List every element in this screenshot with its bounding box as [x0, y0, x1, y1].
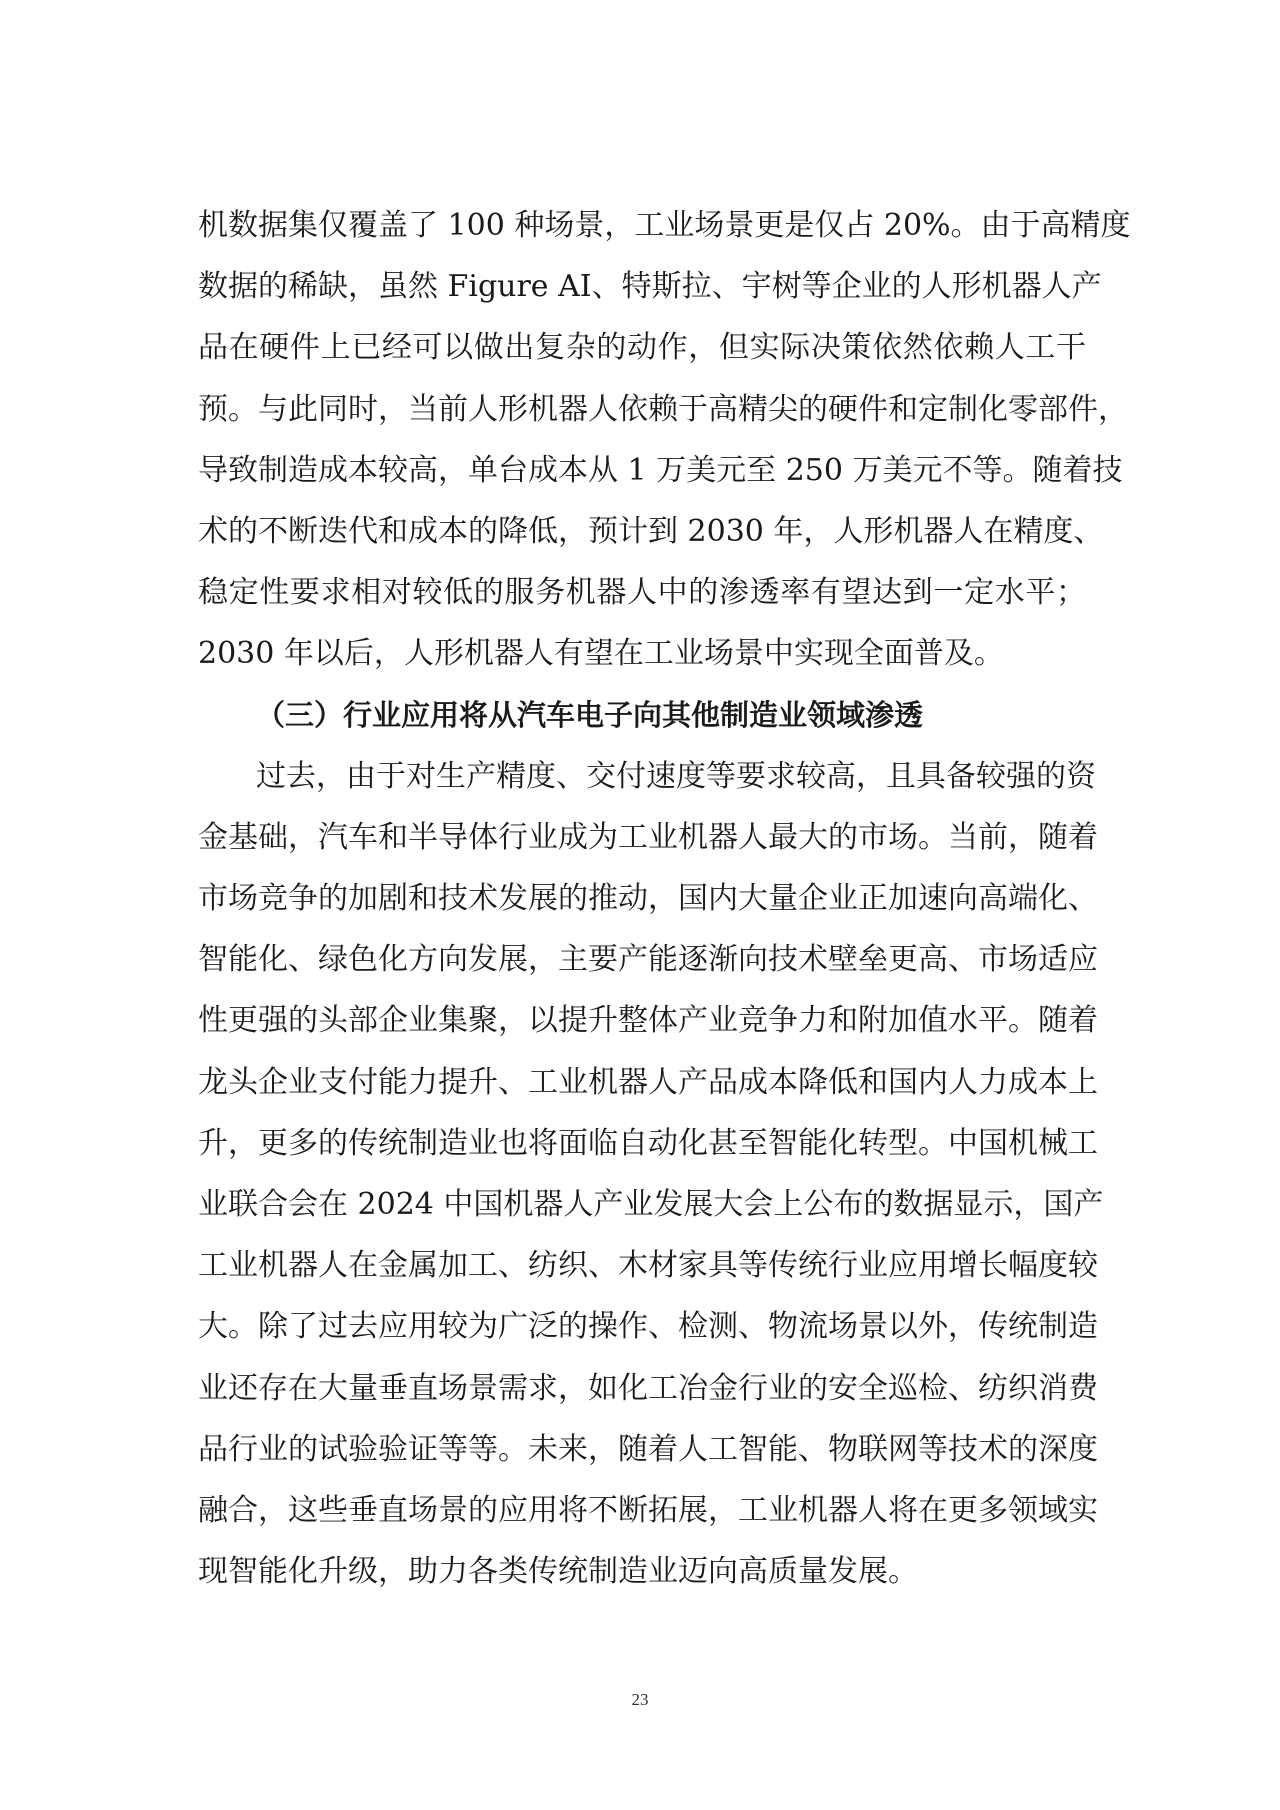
- paragraph-line: 稳定性要求相对较低的服务机器人中的渗透率有望达到一定水平；: [198, 575, 1086, 611]
- paragraph-line: 预。与此同时，当前人形机器人依赖于高精尖的硬件和定制化零部件，: [198, 391, 1128, 427]
- paragraph-line: 术的不断迭代和成本的降低，预计到 2030 年，人形机器人在精度、: [198, 513, 1104, 549]
- paragraph-line: 过去，由于对生产精度、交付速度等要求较高，且具备较强的资: [256, 758, 1096, 794]
- paragraph-line: 导致制造成本较高，单台成本从 1 万美元至 250 万美元不等。随着技: [198, 452, 1123, 488]
- paragraph-line: 数据的稀缺，虽然 Figure AI、特斯拉、宇树等企业的人形机器人产: [198, 269, 1102, 305]
- paragraph-line: 性更强的头部企业集聚，以提升整体产业竞争力和附加值水平。随着: [198, 1003, 1098, 1039]
- paragraph-line: 现智能化升级，助力各类传统制造业迈向高质量发展。: [198, 1554, 918, 1590]
- paragraph-line: 龙头企业支付能力提升、工业机器人产品成本降低和国内人力成本上: [198, 1064, 1098, 1100]
- paragraph-line: 升，更多的传统制造业也将面临自动化甚至智能化转型。中国机械工: [198, 1125, 1098, 1161]
- paragraph-line: 市场竞争的加剧和技术发展的推动，国内大量企业正加速向高端化、: [198, 881, 1098, 917]
- body-text: [198, 195, 1131, 1602]
- paragraph-line: 2030 年以后，人形机器人有望在工业场景中实现全面普及。: [198, 636, 1004, 672]
- paragraph-line: 品在硬件上已经可以做出复杂的动作，但实际决策依然依赖人工干: [198, 330, 1086, 366]
- page-number: 23: [631, 1690, 649, 1709]
- paragraph-line: 业联合会在 2024 中国机器人产业发展大会上公布的数据显示，国产: [198, 1187, 1104, 1222]
- paragraph-line: 金基础，汽车和半导体行业成为工业机器人最大的市场。当前，随着: [198, 819, 1098, 855]
- paragraph-line: 融合，这些垂直场景的应用将不断拓展，工业机器人将在更多领域实: [198, 1492, 1098, 1528]
- paragraph-line: 机数据集仅覆盖了 100 种场景，工业场景更是仅占 20%。由于高精度: [198, 208, 1131, 243]
- paragraph-line: 智能化、绿色化方向发展，主要产能逐渐向技术壁垒更高、市场适应: [198, 942, 1098, 978]
- paragraph-line: 业还存在大量垂直场景需求，如化工冶金行业的安全巡检、纺织消费: [198, 1370, 1098, 1406]
- section-heading: （三）行业应用将从汽车电子向其他制造业领域渗透: [256, 697, 924, 732]
- paragraph-line: 大。除了过去应用较为广泛的操作、检测、物流场景以外，传统制造: [198, 1309, 1098, 1345]
- paragraph-line: 工业机器人在金属加工、纺织、木材家具等传统行业应用增长幅度较: [198, 1248, 1098, 1284]
- paragraph-line: 品行业的试验验证等等。未来，随着人工智能、物联网等技术的深度: [198, 1431, 1098, 1467]
